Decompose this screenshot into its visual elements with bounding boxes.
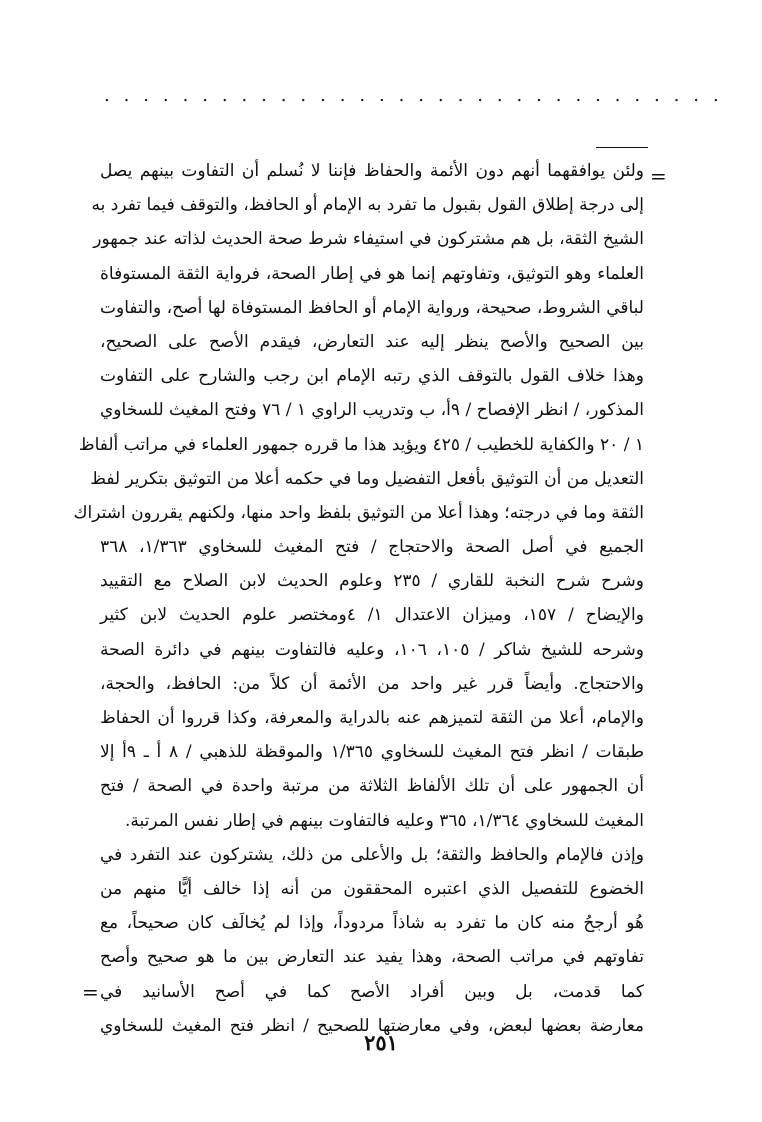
footnote-line: هُو أرجحُ منه كان ما تفرد به شاذاً مردوداً، وإذا لم يُخالَف كان صحيحاً، مع — [100, 913, 644, 934]
footnote-line: العلماء وهو التوثيق، وتفاوتهم إنما هو في إطار الصحة، فرواية الثقة المستوفاة — [100, 263, 644, 284]
footnote-line: الثقة وما في درجته؛ وهذا أعلا من التوثيق بلفظ واحد منها، ولكنهم يقررون اشتراك — [73, 502, 644, 523]
footnote-line: لباقي الشروط، صحيحة، ورواية الإمام أو الحافظ المستوفاة لها أصح، والتفاوت — [100, 297, 644, 318]
footnote-line: إلى درجة إطلاق القول بقبول ما تفرد به الإمام أو الحافظ، والتوقف فيما تفرد به — [91, 195, 644, 216]
footnote-line: ولئن يوافقهما أنهم دون الأئمة والحفاظ فإننا لا نُسلم أن التفاوت بينهم يصل — [100, 161, 644, 181]
footnote-line: بين الصحيح والأصح ينظر إليه عند التعارض، فيقدم الأصح على الصحيح، — [100, 331, 644, 352]
footnote-line: الجميع في أصل الصحة والاحتجاج / فتح المغيث للسخاوي ١/٣٦٣، ٣٦٨ — [100, 537, 645, 558]
footnote-line: ١ / ٢٠ والكفاية للخطيب / ٤٢٥ ويؤيد هذا ما قرره جمهور العلماء في مراتب ألفاظ — [78, 434, 644, 455]
footnote-line: والإيضاح / ١٥٧، وميزان الاعتدال ١/ ٤ومختصر علوم الحديث لابن كثير — [100, 605, 644, 626]
footnote-line: كما قدمت، بل وبين أفراد الأصح كما في أصح الأسانيد في — [100, 981, 644, 1002]
footnote-line: طبقات / انظر فتح المغيث للسخاوي ١/٣٦٥ والموقظة للذهبي / ٨ أ ـ ٩أ إلا — [100, 742, 645, 763]
continuation-marker-end: = — [82, 980, 99, 1004]
continuation-marker-start: = — [650, 164, 667, 188]
footnote-line: أن الجمهور على أن تلك الألفاظ الثلاثة من مرتبة واحدة في الصحة / فتح — [100, 776, 644, 797]
footnote-line: وإذن فالإمام والحافظ والثقة؛ بل والأعلى من ذلك، يشتركون عند التفرد في — [100, 844, 644, 865]
page-number: ٢٥١ — [364, 1030, 398, 1055]
footnote-line: تفاوتهم في مراتب الصحة، وهذا يفيد عند التعارض بين ما هو صحيح وأصح — [100, 947, 644, 968]
footnote-line: وشرح شرح النخبة للقاري / ٢٣٥ وعلوم الحديث لابن الصلاح مع التقييد — [100, 571, 644, 592]
footnote-body — [73, 154, 645, 1043]
footnote-line: وهذا خلاف القول بالتوقف الذي رتبه الإمام ابن رجب والشارح على التفاوت — [100, 366, 644, 387]
footnote-line: والاحتجاج. وأيضاً قرر غير واحد من الأئمة أن كلاً من: الحافظ، والحجة، — [100, 673, 644, 694]
footnote-line: التعديل من أن التوثيق بأفعل التفضيل وما في حكمه أعلا من التوثيق بتكرير لفظ — [90, 468, 644, 489]
footnote-line: معارضة بعضها لبعض، وفي معارضتها للصحيح / انظر فتح المغيث للسخاوي — [100, 1015, 644, 1036]
footnote-line: المذكور، / انظر الإفصاح / ٩أ، ب وتدريب الراوي ١ / ٧٦ وفتح المغيث للسخاوي — [100, 400, 644, 421]
footnote-line: المغيث للسخاوي ١/٣٦٤، ٣٦٥ وعليه فالتفاوت بينهم في إطار نفس المرتبة. — [124, 810, 644, 831]
separator-dots: . . . . . . . . . . . . . . . . . . . . . . . . . . . . . . . . — [104, 85, 723, 106]
footnote-line: وشرحه للشيخ شاكر / ١٠٥، ١٠٦، وعليه فالتفاوت بينهم في دائرة الصحة — [100, 639, 645, 660]
footnote-line: الشيخ الثقة، بل هم مشتركون في استيفاء شرط صحة الحديث لذاته عند جمهور — [93, 229, 644, 250]
footnote-rule — [596, 147, 648, 148]
footnote-line: والإمام، أعلا من الثقة لتميزهم عنه بالدراية والمعرفة، وكذا قرروا أن الحفاظ — [100, 708, 644, 728]
footnote-line: الخضوع للتفصيل الذي اعتبره المحققون من أنه إذا خالف أيًّا منهم من — [100, 878, 644, 899]
